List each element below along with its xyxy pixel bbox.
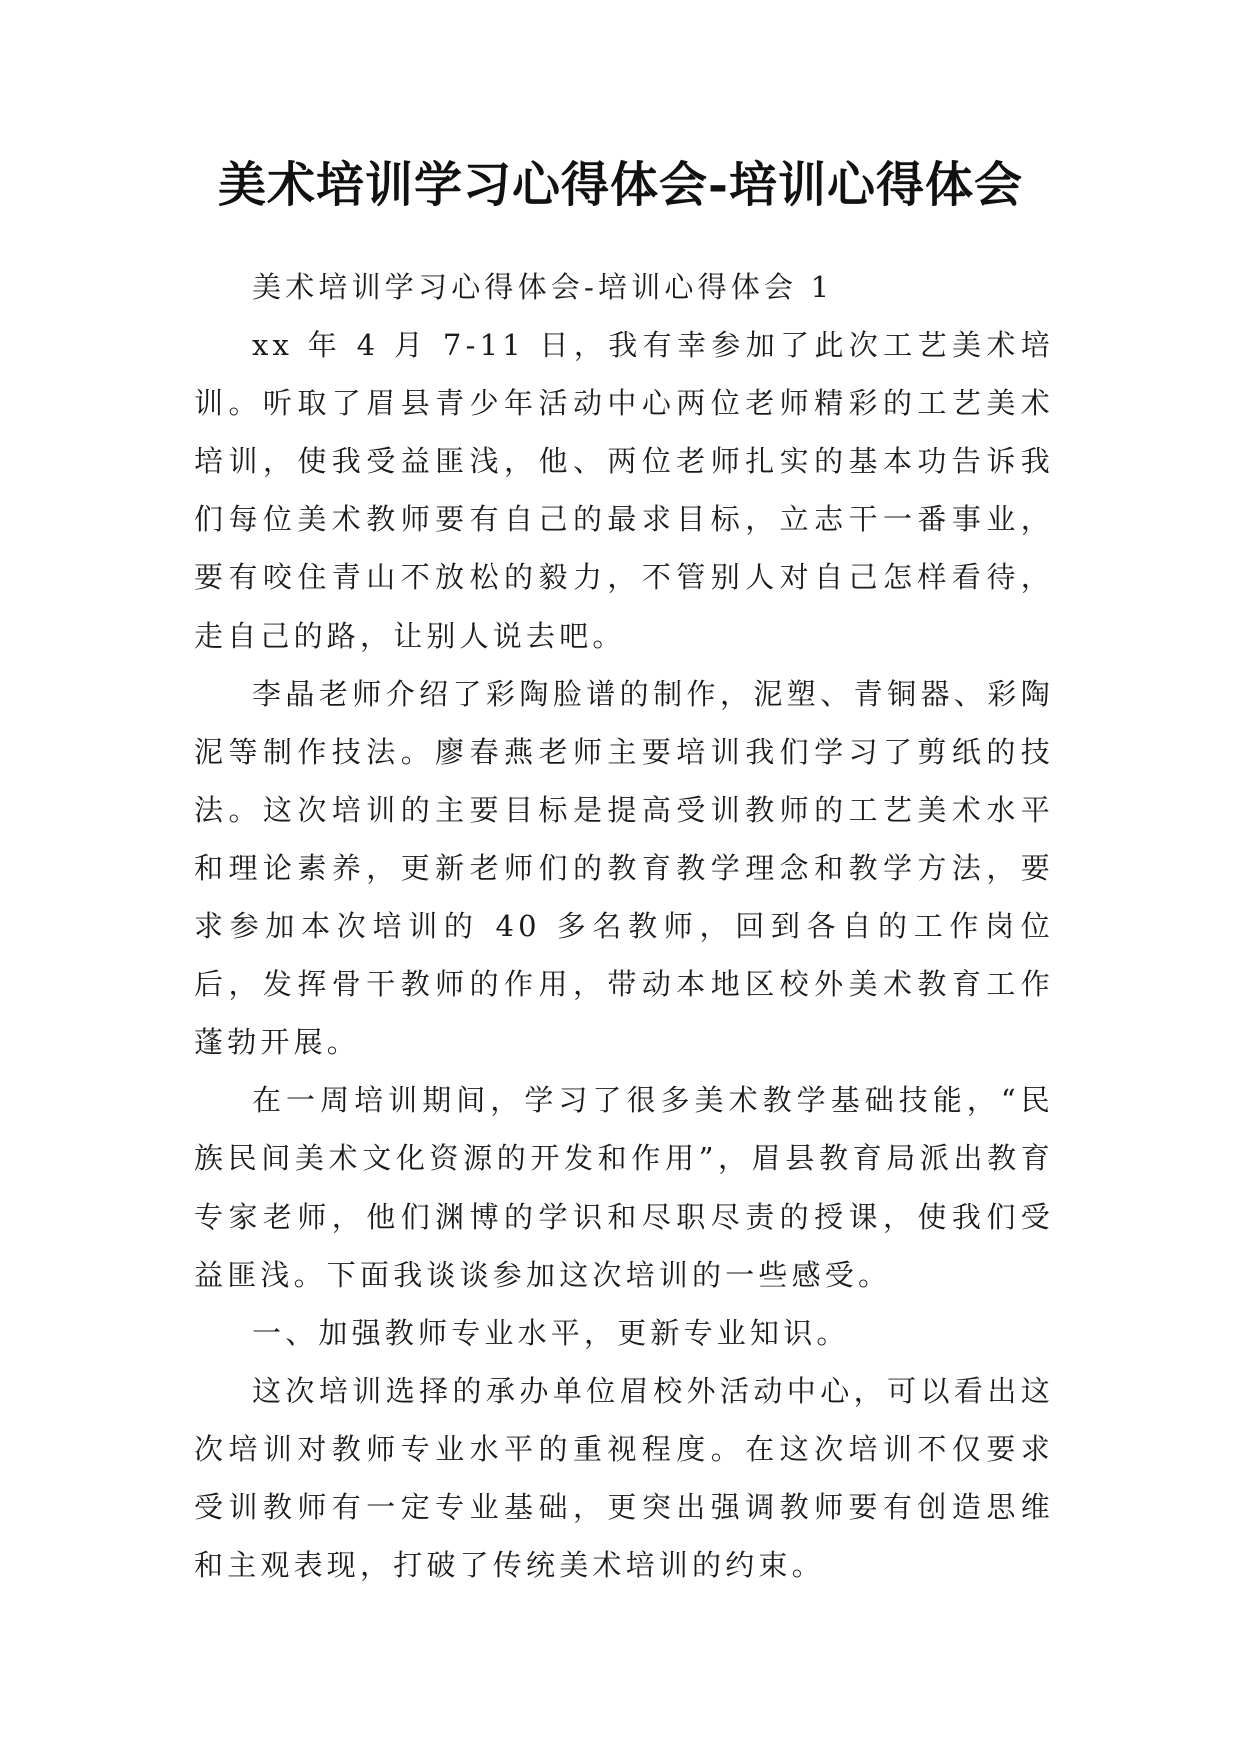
document-title: 美术培训学习心得体会-培训心得体会 xyxy=(218,157,1023,213)
paragraph-subtitle: 美术培训学习心得体会-培训心得体会 1 xyxy=(252,270,834,304)
paragraph: xx 年 4 月 7-11 日，我有幸参加了此次工艺美术培训。听取了眉县青少年活动中心两位老师精彩的工艺美术培训，使我受益匪浅，他、两位老师扎实的基本功告诉我们每位美术教师要有自己的最求目标，立志干一番事业，要有咬住青山不放松的毅力，不管别人对自己怎样看待，走自己的路，让别人说去吧。 xyxy=(194,328,1054,653)
document-body xyxy=(194,258,1054,1594)
paragraph: 李晶老师介绍了彩陶脸谱的制作，泥塑、青铜器、彩陶泥等制作技法。廖春燕老师主要培训我们学习了剪纸的技法。这次培训的主要目标是提高受训教师的工艺美术水平和理论素养，更新老师们的教育教学理念和教学方法，要求参加本次培训的 40 多名教师，回到各自的工作岗位后，发挥骨干教师的作用，带动本地区校外美术教育工作蓬勃开展。 xyxy=(194,676,1054,1060)
paragraph: 在一周培训期间，学习了很多美术教学基础技能，“民族民间美术文化资源的开发和作用”，眉县教育局派出教育专家老师，他们渊博的学识和尽职尽责的授课，使我们受益匪浅。下面我谈谈参加这次培训的一些感受。 xyxy=(194,1083,1054,1292)
paragraph: 这次培训选择的承办单位眉校外活动中心，可以看出这次培训对教师专业水平的重视程度。在这次培训不仅要求受训教师有一定专业基础，更突出强调教师要有创造思维和主观表现，打破了传统美术培训的约束。 xyxy=(194,1373,1054,1583)
section-heading: 一、加强教师专业水平，更新专业知识。 xyxy=(252,1315,850,1350)
